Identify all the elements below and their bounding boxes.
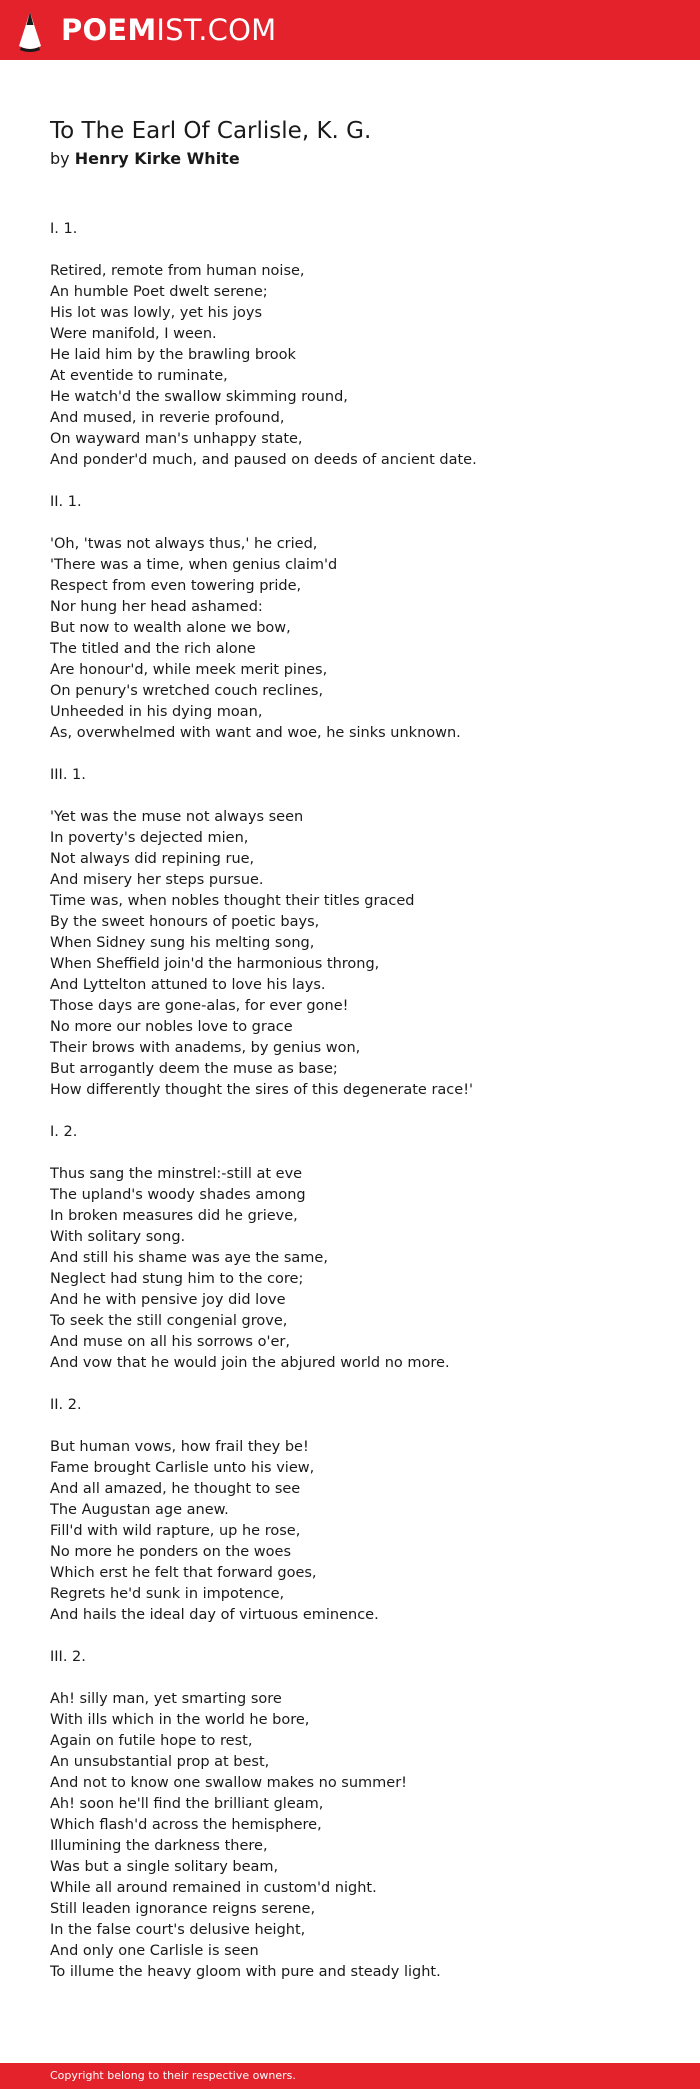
- poem-line: The titled and the rich alone: [50, 641, 256, 657]
- poem-line: And still his shame was aye the same,: [50, 1250, 328, 1266]
- poem-line: And vow that he would join the abjured world no more.: [50, 1355, 450, 1371]
- poem-line: But arrogantly deem the muse as base;: [50, 1061, 338, 1077]
- poem-line: Still leaden ignorance reigns serene,: [50, 1901, 316, 1917]
- poem-line: In broken measures did he grieve,: [50, 1208, 298, 1224]
- poem-line: Respect from even towering pride,: [50, 578, 302, 594]
- poem-line: 'There was a time, when genius claim'd: [50, 557, 338, 573]
- poem-line: When Sidney sung his melting song,: [50, 935, 315, 951]
- stanza-gap: [50, 744, 670, 765]
- poem-line: He laid him by the brawling brook: [50, 347, 296, 363]
- stanza-gap: [50, 1101, 670, 1122]
- poem-line: Time was, when nobles thought their titles graced: [50, 893, 415, 909]
- logo-text-rest: IST.COM: [156, 13, 277, 47]
- poem-line: Not always did repining rue,: [50, 851, 255, 867]
- poem-line: By the sweet honours of poetic bays,: [50, 914, 320, 930]
- stanza-gap: [50, 513, 670, 534]
- section-heading-block: [50, 765, 670, 786]
- poem-line: Unheeded in his dying moan,: [50, 704, 263, 720]
- poem-line: Ah! soon he'll find the brilliant gleam,: [50, 1796, 324, 1812]
- poem-line: But now to wealth alone we bow,: [50, 620, 291, 636]
- stanza-gap: [50, 240, 670, 261]
- poem-line: An humble Poet dwelt serene;: [50, 284, 268, 300]
- poem-line: On wayward man's unhappy state,: [50, 431, 303, 447]
- poem-line: Was but a single solitary beam,: [50, 1859, 279, 1875]
- poem-line: And only one Carlisle is seen: [50, 1943, 259, 1959]
- stanza-gap: [50, 1143, 670, 1164]
- poem-body: [50, 219, 670, 1983]
- poem-line: To seek the still congenial grove,: [50, 1313, 288, 1329]
- section-heading-block: [50, 492, 670, 513]
- section-heading-block: [50, 1395, 670, 1416]
- poem-line: No more our nobles love to grace: [50, 1019, 293, 1035]
- poem-line: Those days are gone-alas, for ever gone!: [50, 998, 349, 1014]
- poem-title: To The Earl Of Carlisle, K. G.: [50, 118, 372, 144]
- poem-line: And Lyttelton attuned to love his lays.: [50, 977, 326, 993]
- poem-line: On penury's wretched couch reclines,: [50, 683, 324, 699]
- poem-line: And muse on all his sorrows o'er,: [50, 1334, 290, 1350]
- poem-line: An unsubstantial prop at best,: [50, 1754, 270, 1770]
- section-heading-block: [50, 1647, 670, 1668]
- poem-line: Retired, remote from human noise,: [50, 263, 305, 279]
- section-heading: II. 1.: [50, 494, 82, 510]
- poem-line: And misery her steps pursue.: [50, 872, 264, 888]
- poem-line: Regrets he'd sunk in impotence,: [50, 1586, 285, 1602]
- poem-line: Their brows with anadems, by genius won,: [50, 1040, 361, 1056]
- poem-line: At eventide to ruminate,: [50, 368, 228, 384]
- stanza-gap: [50, 1374, 670, 1395]
- poem-line: Neglect had stung him to the core;: [50, 1271, 304, 1287]
- stanza: [50, 807, 670, 1101]
- stanza: [50, 1437, 670, 1626]
- stanza-gap: [50, 1668, 670, 1689]
- poem-line: Were manifold, I ween.: [50, 326, 217, 342]
- poem-line: 'Oh, 'twas not always thus,' he cried,: [50, 536, 318, 552]
- pen-nib-logo-icon[interactable]: [17, 10, 43, 52]
- stanza-gap: [50, 1416, 670, 1437]
- site-footer: [0, 2063, 700, 2089]
- poem-line: Are honour'd, while meek merit pines,: [50, 662, 328, 678]
- poem-line: And hails the ideal day of virtuous eminence.: [50, 1607, 379, 1623]
- by-label: by: [50, 149, 70, 168]
- poem-line: Nor hung her head ashamed:: [50, 599, 263, 615]
- poem-line: With solitary song.: [50, 1229, 186, 1245]
- author-name[interactable]: Henry Kirke White: [74, 149, 240, 168]
- stanza: [50, 1689, 670, 1983]
- poem-line: Again on futile hope to rest,: [50, 1733, 253, 1749]
- poem-line: How differently thought the sires of this degenerate race!': [50, 1082, 473, 1098]
- poem-line: But human vows, how frail they be!: [50, 1439, 309, 1455]
- section-heading-block: [50, 219, 670, 240]
- copyright-text: Copyright belong to their respective owners.: [50, 2069, 296, 2082]
- poem-line: Thus sang the minstrel:-still at eve: [50, 1166, 303, 1182]
- poem-line: His lot was lowly, yet his joys: [50, 305, 262, 321]
- poem-line: And all amazed, he thought to see: [50, 1481, 301, 1497]
- stanza: [50, 534, 670, 744]
- site-header: [0, 0, 700, 60]
- poem-line: Illumining the darkness there,: [50, 1838, 268, 1854]
- poem-line: Fame brought Carlisle unto his view,: [50, 1460, 315, 1476]
- section-heading: I. 2.: [50, 1124, 78, 1140]
- poem-line: In poverty's dejected mien,: [50, 830, 249, 846]
- poem-line: And mused, in reverie profound,: [50, 410, 285, 426]
- stanza: [50, 1164, 670, 1374]
- poem-line: And he with pensive joy did love: [50, 1292, 286, 1308]
- poem-line: He watch'd the swallow skimming round,: [50, 389, 348, 405]
- poem-line: And not to know one swallow makes no summer!: [50, 1775, 407, 1791]
- logo-text-bold: POEM: [61, 13, 157, 47]
- poem-line: Ah! silly man, yet smarting sore: [50, 1691, 282, 1707]
- stanza: [50, 261, 670, 471]
- poem-line: In the false court's delusive height,: [50, 1922, 306, 1938]
- poem-line: The upland's woody shades among: [50, 1187, 306, 1203]
- stanza-gap: [50, 1626, 670, 1647]
- section-heading-block: [50, 1122, 670, 1143]
- stanza-gap: [50, 786, 670, 807]
- section-heading: III. 1.: [50, 767, 86, 783]
- section-heading: II. 2.: [50, 1397, 82, 1413]
- poem-line: Which erst he felt that forward goes,: [50, 1565, 317, 1581]
- section-heading: I. 1.: [50, 221, 78, 237]
- poem-line: When Sheffield join'd the harmonious throng,: [50, 956, 380, 972]
- poem-line: Which flash'd across the hemisphere,: [50, 1817, 322, 1833]
- poem-line: The Augustan age anew.: [50, 1502, 229, 1518]
- poem-line: 'Yet was the muse not always seen: [50, 809, 304, 825]
- poem-line: With ills which in the world he bore,: [50, 1712, 310, 1728]
- stanza-gap: [50, 471, 670, 492]
- poem-line: And ponder'd much, and paused on deeds of ancient date.: [50, 452, 477, 468]
- poem-line: Fill'd with wild rapture, up he rose,: [50, 1523, 301, 1539]
- site-logo[interactable]: [61, 13, 276, 47]
- poem-line: As, overwhelmed with want and woe, he sinks unknown.: [50, 725, 461, 741]
- byline: [50, 148, 240, 170]
- poem-line: To illume the heavy gloom with pure and steady light.: [50, 1964, 441, 1980]
- poem-line: While all around remained in custom'd night.: [50, 1880, 377, 1896]
- poem-line: No more he ponders on the woes: [50, 1544, 292, 1560]
- section-heading: III. 2.: [50, 1649, 86, 1665]
